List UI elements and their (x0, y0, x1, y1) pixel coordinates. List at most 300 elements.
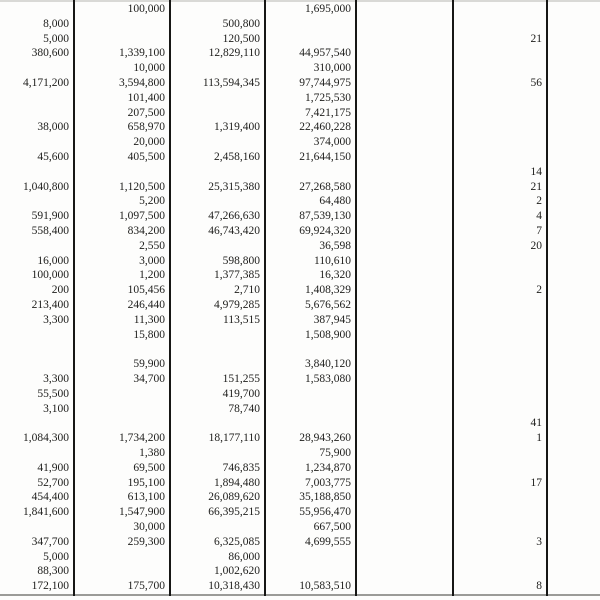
table-cell-amount-1: 1,040,800 (0, 180, 74, 195)
table-cell-amount-3: 2,458,160 (170, 150, 265, 165)
table-cell-amount-3: 1,002,620 (170, 564, 265, 579)
table-cell-amount-1: 55,500 (0, 387, 74, 402)
table-cell-amount-3: 46,743,420 (170, 224, 265, 239)
table-cell-amount-2 (74, 387, 170, 402)
table-cell-amount-2: 175,700 (74, 579, 170, 595)
table-cell-amount-3: 120,500 (170, 32, 265, 47)
table-cell-amount-4: 667,500 (265, 520, 356, 535)
table-cell-count: 8 (453, 579, 547, 595)
table-cell-amount-4 (265, 549, 356, 564)
table-cell-empty-2 (547, 342, 600, 357)
table-cell-amount-2: 207,500 (74, 106, 170, 121)
table-cell-amount-4: 97,744,975 (265, 76, 356, 91)
table-row (0, 372, 600, 387)
table-cell-amount-1: 88,300 (0, 564, 74, 579)
table-cell-amount-2: 30,000 (74, 520, 170, 535)
table-cell-amount-2: 2,550 (74, 239, 170, 254)
table-cell-amount-3 (170, 446, 265, 461)
table-cell-empty-2 (547, 283, 600, 298)
table-cell-empty-1 (356, 194, 453, 209)
table-cell-amount-4: 27,268,580 (265, 180, 356, 195)
table-row (0, 283, 600, 298)
table-cell-empty-2 (547, 461, 600, 476)
table-cell-empty-1 (356, 224, 453, 239)
table-cell-amount-4: 1,408,329 (265, 283, 356, 298)
table-cell-amount-2: 105,456 (74, 283, 170, 298)
table-cell-empty-2 (547, 416, 600, 431)
table-row (0, 76, 600, 91)
table-cell-count: 1 (453, 431, 547, 446)
table-cell-empty-2 (547, 490, 600, 505)
table-cell-empty-1 (356, 135, 453, 150)
table-cell-amount-1 (0, 61, 74, 76)
table-cell-amount-3: 1,319,400 (170, 120, 265, 135)
table-cell-amount-2: 658,970 (74, 120, 170, 135)
table-cell-amount-1 (0, 106, 74, 121)
table-cell-empty-1 (356, 106, 453, 121)
table-cell-empty-2 (547, 313, 600, 328)
table-cell-amount-4: 5,676,562 (265, 298, 356, 313)
table-row (0, 476, 600, 491)
table-cell-amount-4: 1,583,080 (265, 372, 356, 387)
table-cell-amount-1 (0, 328, 74, 343)
table-cell-amount-4: 55,956,470 (265, 505, 356, 520)
table-cell-amount-2: 34,700 (74, 372, 170, 387)
table-cell-amount-1: 454,400 (0, 490, 74, 505)
table-cell-amount-1: 8,000 (0, 17, 74, 32)
table-cell-amount-3 (170, 91, 265, 106)
table-cell-empty-2 (547, 431, 600, 446)
table-row (0, 461, 600, 476)
table-cell-amount-2: 1,380 (74, 446, 170, 461)
table-cell-empty-2 (547, 209, 600, 224)
table-row (0, 106, 600, 121)
table-cell-amount-1: 380,600 (0, 46, 74, 61)
table-cell-empty-1 (356, 1, 453, 17)
table-cell-amount-4 (265, 387, 356, 402)
table-cell-empty-1 (356, 490, 453, 505)
table-row (0, 416, 600, 431)
table-cell-count (453, 91, 547, 106)
table-cell-empty-1 (356, 32, 453, 47)
table-cell-empty-1 (356, 579, 453, 595)
table-cell-count (453, 446, 547, 461)
table-row (0, 194, 600, 209)
table-row (0, 579, 600, 595)
table-row (0, 180, 600, 195)
table-cell-amount-2 (74, 342, 170, 357)
table-cell-empty-2 (547, 1, 600, 17)
table-cell-count: 4 (453, 209, 547, 224)
table-cell-amount-2: 3,594,800 (74, 76, 170, 91)
table-cell-amount-4 (265, 342, 356, 357)
table-cell-empty-2 (547, 32, 600, 47)
table-row (0, 120, 600, 135)
table-cell-empty-1 (356, 342, 453, 357)
table-cell-amount-4: 44,957,540 (265, 46, 356, 61)
table-cell-count (453, 564, 547, 579)
table-cell-count (453, 357, 547, 372)
table-cell-empty-2 (547, 106, 600, 121)
table-cell-empty-1 (356, 328, 453, 343)
table-cell-amount-1: 213,400 (0, 298, 74, 313)
table-cell-amount-4: 4,699,555 (265, 535, 356, 550)
table-cell-amount-2: 5,200 (74, 194, 170, 209)
table-cell-amount-1 (0, 342, 74, 357)
table-cell-empty-1 (356, 446, 453, 461)
table-row (0, 490, 600, 505)
table-cell-empty-2 (547, 268, 600, 283)
table-cell-empty-1 (356, 239, 453, 254)
table-row (0, 165, 600, 180)
table-cell-amount-1 (0, 446, 74, 461)
table-cell-amount-3: 25,315,380 (170, 180, 265, 195)
table-cell-count (453, 135, 547, 150)
table-cell-empty-2 (547, 298, 600, 313)
table-cell-amount-4: 28,943,260 (265, 431, 356, 446)
table-cell-empty-1 (356, 17, 453, 32)
table-cell-empty-2 (547, 357, 600, 372)
table-cell-empty-1 (356, 535, 453, 550)
table-cell-count (453, 372, 547, 387)
table-cell-empty-2 (547, 194, 600, 209)
table-body (0, 1, 600, 595)
table-cell-count (453, 150, 547, 165)
table-cell-amount-2: 10,000 (74, 61, 170, 76)
table-cell-empty-1 (356, 61, 453, 76)
table-cell-count (453, 254, 547, 269)
table-row (0, 431, 600, 446)
table-cell-empty-1 (356, 520, 453, 535)
table-cell-amount-2: 1,097,500 (74, 209, 170, 224)
table-row (0, 91, 600, 106)
table-cell-amount-2: 834,200 (74, 224, 170, 239)
table-cell-count: 2 (453, 283, 547, 298)
table-cell-amount-3: 10,318,430 (170, 579, 265, 595)
table-cell-amount-3: 26,089,620 (170, 490, 265, 505)
table-cell-amount-4 (265, 165, 356, 180)
table-cell-amount-3 (170, 1, 265, 17)
table-cell-empty-2 (547, 549, 600, 564)
table-cell-empty-2 (547, 372, 600, 387)
table-row (0, 549, 600, 564)
table-cell-count: 21 (453, 180, 547, 195)
table-cell-count: 3 (453, 535, 547, 550)
table-cell-empty-1 (356, 298, 453, 313)
table-cell-amount-1: 38,000 (0, 120, 74, 135)
table-cell-empty-2 (547, 446, 600, 461)
table-row (0, 402, 600, 417)
table-cell-amount-4: 36,598 (265, 239, 356, 254)
table-cell-amount-3 (170, 135, 265, 150)
table-cell-empty-1 (356, 372, 453, 387)
table-cell-amount-3: 66,395,215 (170, 505, 265, 520)
table-cell-empty-2 (547, 91, 600, 106)
table-cell-amount-1 (0, 165, 74, 180)
table-cell-count (453, 549, 547, 564)
table-row (0, 17, 600, 32)
table-cell-empty-2 (547, 535, 600, 550)
table-row (0, 254, 600, 269)
table-cell-count (453, 120, 547, 135)
table-cell-empty-1 (356, 476, 453, 491)
table-row (0, 564, 600, 579)
table-cell-amount-4 (265, 402, 356, 417)
table-row (0, 239, 600, 254)
table-cell-count (453, 505, 547, 520)
table-cell-amount-1: 5,000 (0, 32, 74, 47)
table-cell-amount-2: 195,100 (74, 476, 170, 491)
table-cell-amount-2: 69,500 (74, 461, 170, 476)
table-row (0, 61, 600, 76)
table-cell-empty-1 (356, 165, 453, 180)
table-cell-amount-4: 7,421,175 (265, 106, 356, 121)
table-cell-amount-2: 246,440 (74, 298, 170, 313)
table-cell-amount-1 (0, 194, 74, 209)
table-cell-amount-3: 500,800 (170, 17, 265, 32)
table-cell-amount-2: 1,547,900 (74, 505, 170, 520)
table-cell-amount-1 (0, 91, 74, 106)
table-row (0, 209, 600, 224)
table-cell-amount-1: 45,600 (0, 150, 74, 165)
table-cell-amount-2: 101,400 (74, 91, 170, 106)
table-cell-empty-1 (356, 180, 453, 195)
table-cell-empty-1 (356, 46, 453, 61)
table-cell-count (453, 17, 547, 32)
table-cell-amount-1 (0, 135, 74, 150)
table-cell-amount-1: 16,000 (0, 254, 74, 269)
table-row (0, 387, 600, 402)
table-cell-amount-3: 419,700 (170, 387, 265, 402)
table-cell-amount-1: 3,300 (0, 372, 74, 387)
table-cell-count: 20 (453, 239, 547, 254)
table-cell-amount-2 (74, 564, 170, 579)
table-cell-amount-2: 20,000 (74, 135, 170, 150)
table-cell-count (453, 61, 547, 76)
table-cell-count (453, 490, 547, 505)
table-cell-count (453, 402, 547, 417)
table-row (0, 1, 600, 17)
table-cell-amount-3: 78,740 (170, 402, 265, 417)
table-cell-empty-2 (547, 520, 600, 535)
table-cell-count (453, 328, 547, 343)
table-cell-count: 41 (453, 416, 547, 431)
table-cell-amount-2: 613,100 (74, 490, 170, 505)
table-cell-amount-4: 35,188,850 (265, 490, 356, 505)
table-cell-empty-2 (547, 239, 600, 254)
table-cell-amount-1 (0, 416, 74, 431)
table-cell-empty-1 (356, 76, 453, 91)
table-cell-amount-3: 2,710 (170, 283, 265, 298)
table-cell-amount-3: 1,377,385 (170, 268, 265, 283)
table-cell-amount-2 (74, 165, 170, 180)
table-cell-empty-2 (547, 254, 600, 269)
table-cell-empty-1 (356, 91, 453, 106)
table-cell-amount-4: 1,725,530 (265, 91, 356, 106)
table-cell-amount-1: 41,900 (0, 461, 74, 476)
table-cell-amount-2: 1,120,500 (74, 180, 170, 195)
table-cell-count (453, 520, 547, 535)
table-cell-empty-1 (356, 416, 453, 431)
table-cell-amount-4: 1,234,870 (265, 461, 356, 476)
table-cell-amount-1: 200 (0, 283, 74, 298)
table-cell-empty-2 (547, 120, 600, 135)
table-cell-amount-3 (170, 239, 265, 254)
table-cell-empty-1 (356, 268, 453, 283)
table-cell-amount-4: 21,644,150 (265, 150, 356, 165)
table-row (0, 298, 600, 313)
table-row (0, 535, 600, 550)
table-cell-amount-3: 598,800 (170, 254, 265, 269)
table-cell-amount-1: 4,171,200 (0, 76, 74, 91)
table-cell-amount-2: 59,900 (74, 357, 170, 372)
table-cell-amount-3 (170, 106, 265, 121)
table-cell-empty-1 (356, 461, 453, 476)
table-row (0, 150, 600, 165)
table-cell-amount-3: 6,325,085 (170, 535, 265, 550)
table-cell-empty-2 (547, 564, 600, 579)
table-cell-amount-2: 3,000 (74, 254, 170, 269)
table-row (0, 135, 600, 150)
table-row (0, 32, 600, 47)
table-cell-count (453, 387, 547, 402)
table-cell-amount-1: 172,100 (0, 579, 74, 595)
table-cell-empty-2 (547, 328, 600, 343)
table-cell-empty-1 (356, 402, 453, 417)
table-cell-count (453, 298, 547, 313)
table-cell-count (453, 313, 547, 328)
table-cell-amount-4 (265, 564, 356, 579)
table-cell-amount-3 (170, 194, 265, 209)
table-cell-amount-2: 15,800 (74, 328, 170, 343)
table-cell-amount-3 (170, 416, 265, 431)
table-cell-count: 56 (453, 76, 547, 91)
table-cell-amount-1 (0, 357, 74, 372)
table-cell-empty-1 (356, 254, 453, 269)
table-cell-empty-1 (356, 387, 453, 402)
table-cell-empty-1 (356, 313, 453, 328)
table-cell-empty-2 (547, 476, 600, 491)
table-cell-amount-3: 12,829,110 (170, 46, 265, 61)
table-cell-amount-4: 75,900 (265, 446, 356, 461)
table-cell-amount-4: 7,003,775 (265, 476, 356, 491)
table-cell-amount-4: 374,000 (265, 135, 356, 150)
table-cell-amount-1: 52,700 (0, 476, 74, 491)
table-row (0, 46, 600, 61)
table-row (0, 313, 600, 328)
table-cell-amount-2 (74, 17, 170, 32)
table-cell-empty-1 (356, 431, 453, 446)
table-cell-amount-3 (170, 342, 265, 357)
table-cell-count (453, 461, 547, 476)
table-cell-amount-4: 16,320 (265, 268, 356, 283)
table-cell-amount-1: 1,841,600 (0, 505, 74, 520)
table-cell-amount-3 (170, 165, 265, 180)
table-cell-empty-1 (356, 505, 453, 520)
table-cell-empty-2 (547, 61, 600, 76)
table-cell-count (453, 342, 547, 357)
table-row (0, 268, 600, 283)
table-cell-empty-2 (547, 224, 600, 239)
table-cell-amount-1: 5,000 (0, 549, 74, 564)
table-cell-empty-2 (547, 387, 600, 402)
table-cell-amount-1: 100,000 (0, 268, 74, 283)
table-cell-amount-3: 1,894,480 (170, 476, 265, 491)
table-cell-amount-4: 310,000 (265, 61, 356, 76)
table-cell-amount-4: 110,610 (265, 254, 356, 269)
table-cell-empty-2 (547, 402, 600, 417)
table-cell-amount-4: 69,924,320 (265, 224, 356, 239)
table-cell-amount-1: 347,700 (0, 535, 74, 550)
table-cell-amount-4: 64,480 (265, 194, 356, 209)
table-cell-amount-2: 11,300 (74, 313, 170, 328)
table-cell-amount-4: 1,508,900 (265, 328, 356, 343)
table-cell-amount-4: 87,539,130 (265, 209, 356, 224)
table-row (0, 224, 600, 239)
table-cell-amount-4: 22,460,228 (265, 120, 356, 135)
table-row (0, 342, 600, 357)
table-cell-amount-3 (170, 61, 265, 76)
table-cell-amount-4: 387,945 (265, 313, 356, 328)
table-cell-amount-2: 1,200 (74, 268, 170, 283)
table-cell-count (453, 46, 547, 61)
table-cell-empty-2 (547, 17, 600, 32)
table-cell-empty-2 (547, 180, 600, 195)
table-cell-amount-3: 113,515 (170, 313, 265, 328)
table-row (0, 357, 600, 372)
table-cell-amount-4: 10,583,510 (265, 579, 356, 595)
table-cell-amount-2 (74, 32, 170, 47)
table-cell-amount-2 (74, 416, 170, 431)
table-cell-amount-2 (74, 549, 170, 564)
table-cell-empty-2 (547, 579, 600, 595)
table-cell-amount-1: 3,300 (0, 313, 74, 328)
table-cell-amount-2: 405,500 (74, 150, 170, 165)
table-cell-empty-1 (356, 564, 453, 579)
table-cell-empty-1 (356, 357, 453, 372)
table-cell-count: 17 (453, 476, 547, 491)
table-cell-count: 14 (453, 165, 547, 180)
table-row (0, 520, 600, 535)
table-cell-amount-3: 47,266,630 (170, 209, 265, 224)
table-cell-amount-1: 558,400 (0, 224, 74, 239)
table-cell-amount-1: 3,100 (0, 402, 74, 417)
table-cell-amount-1: 591,900 (0, 209, 74, 224)
table-cell-count: 21 (453, 32, 547, 47)
table-cell-amount-2: 1,339,100 (74, 46, 170, 61)
table-cell-count: 2 (453, 194, 547, 209)
table-cell-amount-4: 1,695,000 (265, 1, 356, 17)
table-cell-amount-2: 259,300 (74, 535, 170, 550)
table-cell-amount-4: 3,840,120 (265, 357, 356, 372)
table-cell-count: 7 (453, 224, 547, 239)
table-cell-amount-3 (170, 328, 265, 343)
table-cell-amount-4 (265, 416, 356, 431)
table-cell-empty-2 (547, 76, 600, 91)
table-cell-empty-2 (547, 505, 600, 520)
table-cell-amount-1 (0, 239, 74, 254)
table-cell-count (453, 1, 547, 17)
table-cell-empty-2 (547, 135, 600, 150)
table-cell-amount-3 (170, 357, 265, 372)
table-cell-amount-1: 1,084,300 (0, 431, 74, 446)
table-cell-amount-4 (265, 17, 356, 32)
table-cell-amount-3: 86,000 (170, 549, 265, 564)
table-cell-empty-1 (356, 209, 453, 224)
table-cell-empty-1 (356, 283, 453, 298)
table-cell-amount-2 (74, 402, 170, 417)
table-row (0, 446, 600, 461)
